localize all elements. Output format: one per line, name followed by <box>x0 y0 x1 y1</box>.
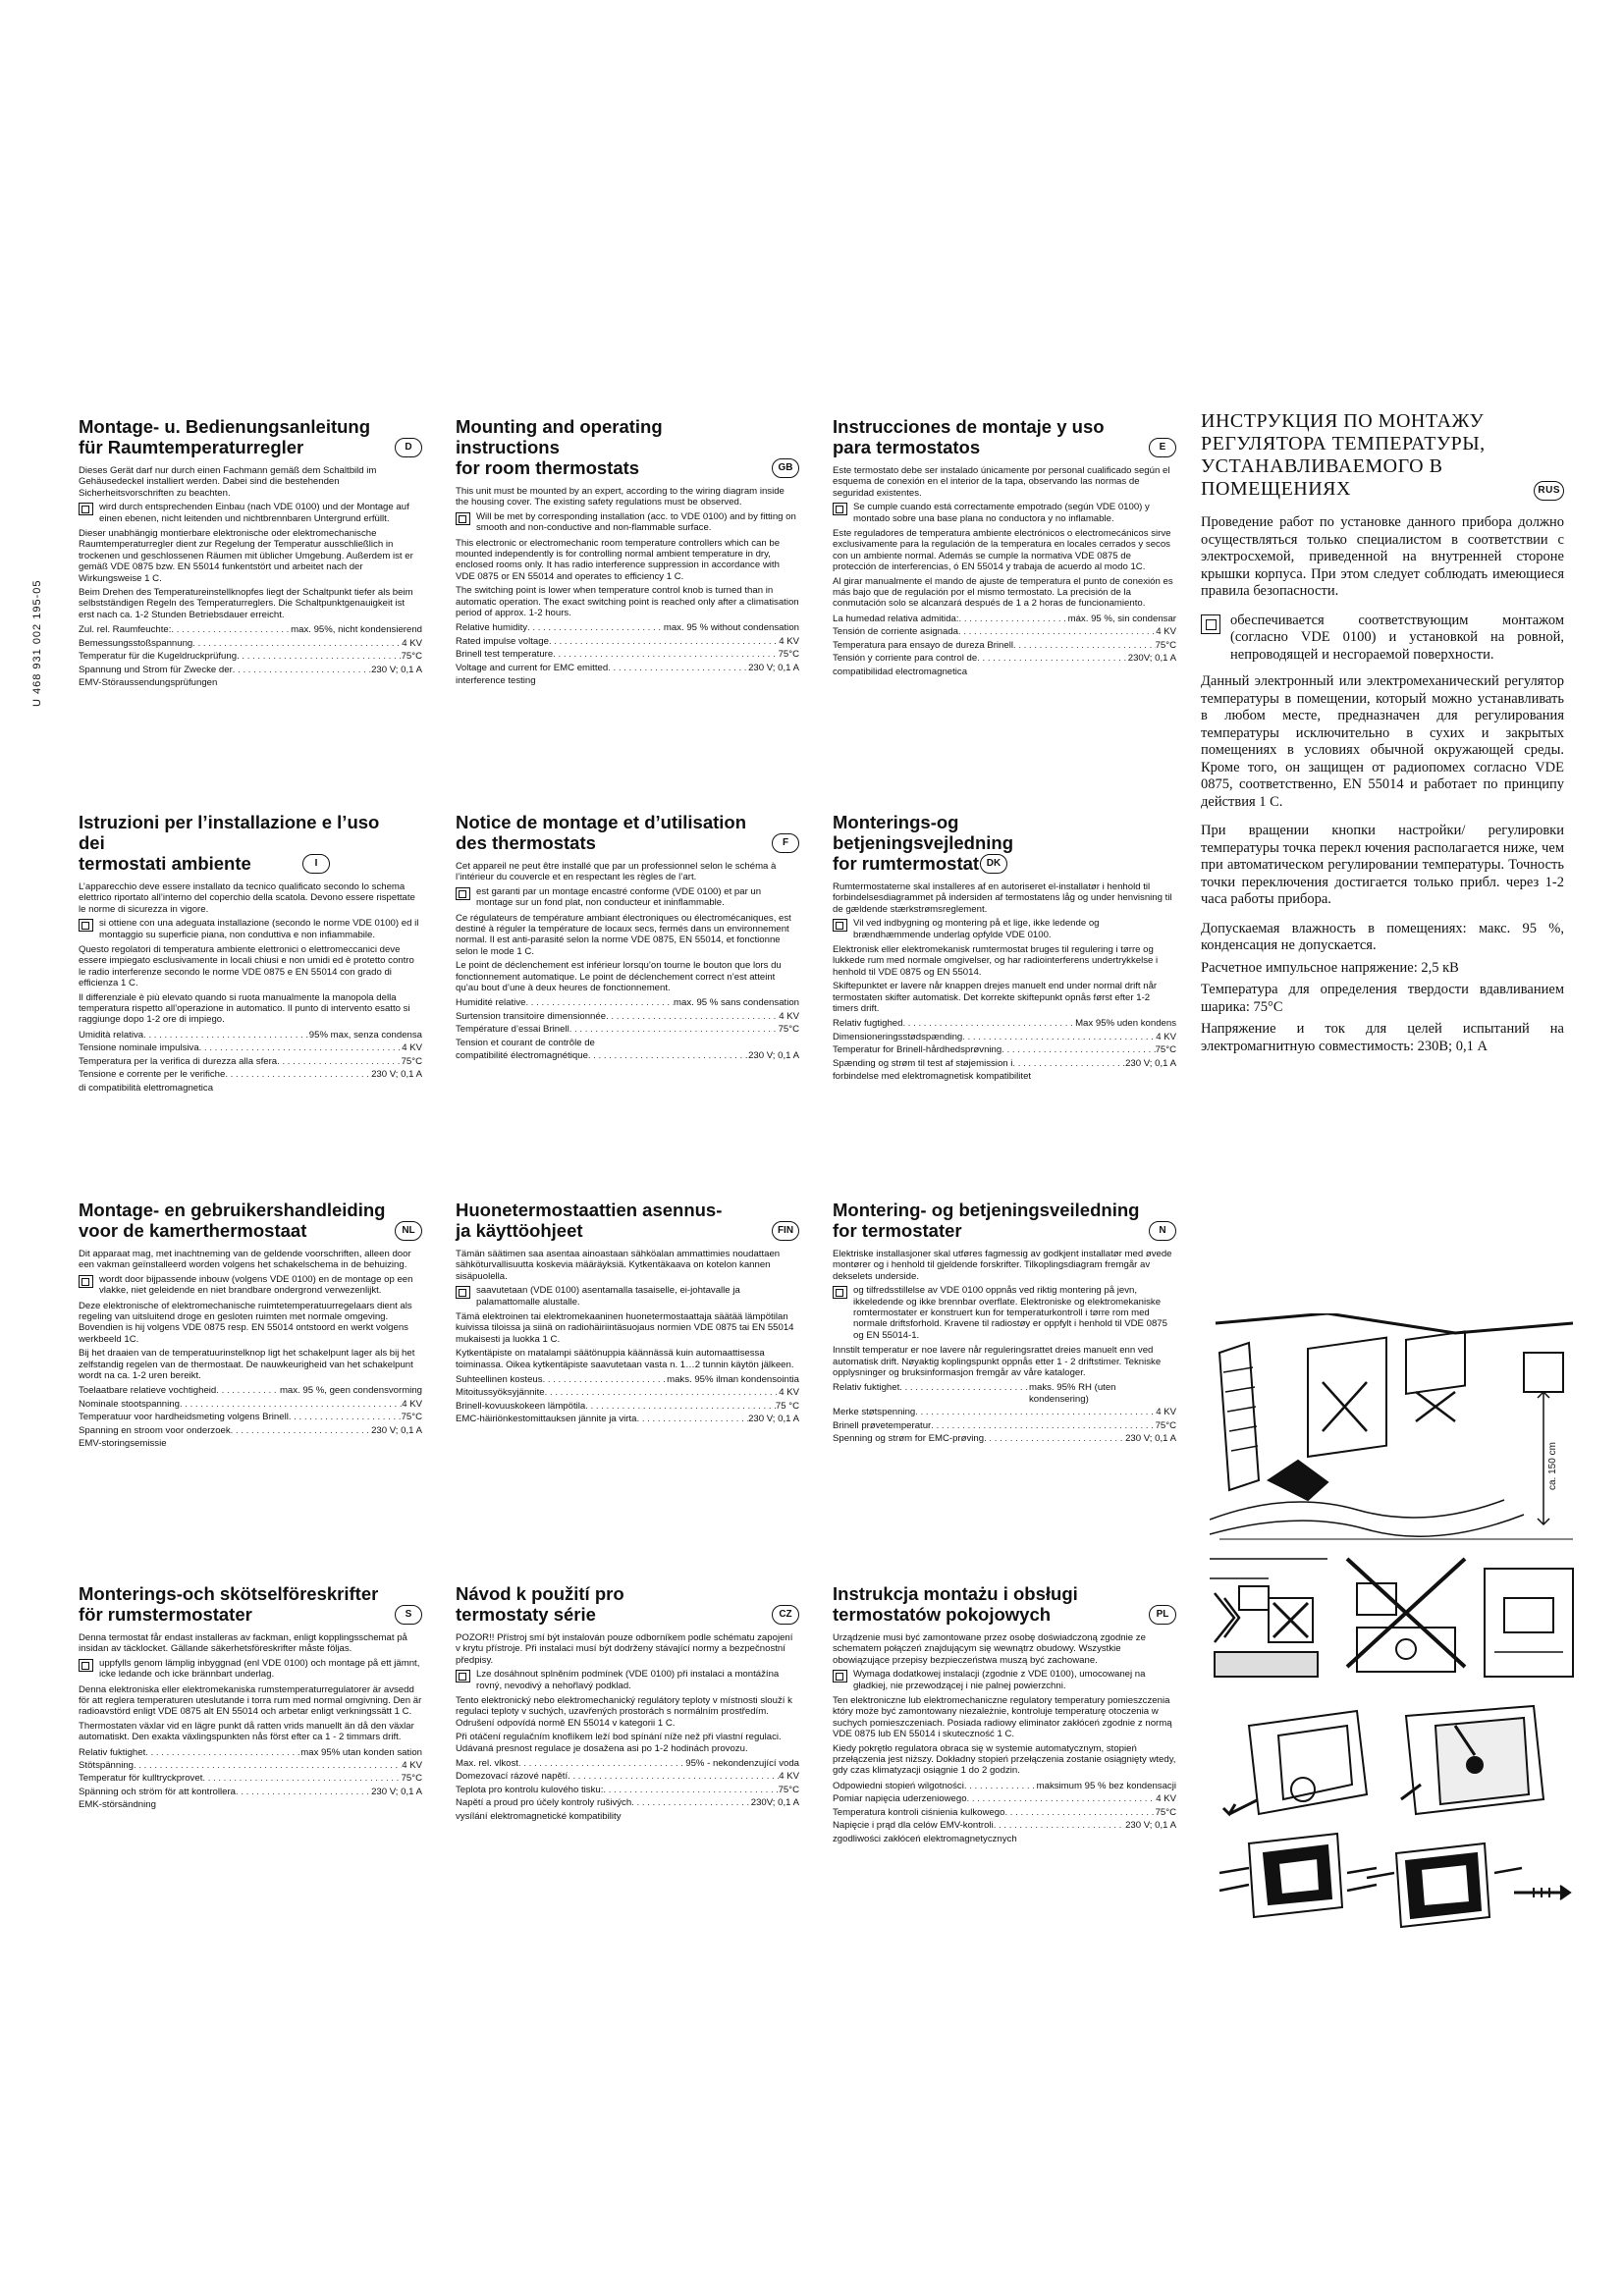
intro-text: Dieses Gerät darf nur durch einen Fachmann gemäß dem Schaltbild im Gehäusedeckel installiert werden. Dabei sind die bestehenden Sicherheitsvorschriften zu beachten. <box>79 465 377 499</box>
spec-row: Temperatuur voor hardheidsmeting volgens Brinell . . . 75°C <box>79 1412 422 1422</box>
safety-symbol-icon <box>456 887 470 900</box>
language-badge: E <box>1149 438 1176 457</box>
spec-row: Domezovací rázové napětí . . . 4 KV <box>456 1771 799 1782</box>
section-dk <box>833 812 1176 1085</box>
switching-point-text: The switching point is lower when temperature control knob is turned than in automatic operation. The exact switching point is reached only after a climatisation period of approx. 1-2 hours. <box>456 585 799 619</box>
section-title: Istruzioni per l’installazione e l’uso dei termostati ambiente I <box>79 812 380 874</box>
spec-row: Temperatur för kulltryckprovet . . . 75°C <box>79 1773 422 1784</box>
spec-row: Humidité relative . . . max. 95 % sans condensation <box>456 997 799 1008</box>
switching-point-text: Skiftepunktet er lavere når knappen drejes manuelt end under normal drift når termostaten skifter automatisk. Det korrekte skiftepunkt opnås først efter 1-2 timers drift. <box>833 981 1158 1015</box>
spec-row: Temperatur für die Kugeldruckprüfung . . . 75°C <box>79 651 422 662</box>
safety-note: wordt door bijpassende inbouw (volgens VDE 0100) en de montage op een vlakke, niet geleidende en niet brandbare ondergrond verwezenlijkt. <box>99 1273 413 1297</box>
description-text: Ten elektroniczne lub elektromechaniczne regulatory temperatury pomieszczenia który może być zamontowany niezależnie, kontroluje temperaturę otoczenia w suchych pomieszczeniach. Posiada radiowy eliminator zakłóceń zgodnie z normą VDE 0875 lub EN 55014 i skuteczność 1 C. <box>833 1695 1172 1740</box>
switching-point-text: Le point de déclenchement est inférieur lorsqu’on tourne le bouton que lors du fonctionnement automatique. Le point de déclenchement correct n’est atteint qu’au bout d’une à deux heures de fonctionnement. <box>456 960 782 994</box>
intro-text: Denna termostat får endast installeras av fackman, enligt kopplingsschemat på insidan av täcklocket. Gällande säkerhetsföreskrifter måste följas. <box>79 1632 407 1655</box>
spec-row: Odpowiedni stopień wilgotności . . . maksimum 95 % bez kondensacji <box>833 1781 1176 1791</box>
description-text: Innstilt temperatur er noe lavere når reguleringsrattet dreies manuelt enn ved automatisk drift. Nøyaktig koplingspunkt oppnås etter 1 - 2 driftstimer. Tekniske opplysninger og bruksinformasjon fremgår av våre kataloger. <box>833 1345 1162 1379</box>
wrong-placement-illustration <box>1210 1559 1573 1677</box>
intro-text: Проведение работ по установке данного прибора должно осуществляться только специалистом в соответствии с электросхемой, приведенной на внутренней стороне крышки корпуса. При этом следует соблюдать имеющиеся правила безопасности. <box>1201 514 1564 599</box>
specs-list <box>456 622 799 686</box>
safety-symbol-icon <box>79 1659 93 1672</box>
spec-row: Spanning en stroom voor onderzoek . . . 230 V; 0,1 A <box>79 1425 422 1436</box>
section-title: Monterings-og betjeningsvejledning for rumtermostat DK <box>833 812 1013 874</box>
description-text: Elektronisk eller elektromekanisk rumtermostat bruges til regulering i tørre og lukkede rum med normale omgivelser, og har radiointerferens undertrykkelse i henhold til VDE 0875 og EN 55014. <box>833 944 1159 978</box>
specs-list <box>833 1382 1176 1444</box>
section-title: Monterings-och skötselföreskrifter för rumstermostater S <box>79 1583 422 1625</box>
language-badge: I <box>302 854 330 874</box>
section-de <box>79 416 422 690</box>
spec-row: Teplota pro kontrolu kulového tisku: . . . 75°C <box>456 1785 799 1795</box>
spec-row: Relative humidity . . . max. 95 % without condensation <box>456 622 799 633</box>
spec-row: Spänning och ström för att kontrollera . . . 230 V; 0,1 A <box>79 1787 422 1797</box>
switching-point-text: Al girar manualmente el mando de ajuste de temperatura el punto de conexión es más bajo que de regulación por el mismo termostato. La precisión de la conmutación solo se alcanzará después de 1 a 2 horas de funcionamiento. <box>833 575 1173 610</box>
language-badge: S <box>395 1605 422 1625</box>
switching-point-text: Kytkentäpiste on matalampi säätönuppia käännässä kuin automaattisessa toiminassa. Oikea kytkentäpiste saavutetaan vasta n. 1…2 tunnin käytön jälkeen. <box>456 1348 794 1370</box>
safety-symbol-icon <box>833 919 847 932</box>
spec-row: Temperatura per la verifica di durezza alla sfera . . . 75°C <box>79 1056 422 1067</box>
specs-list <box>79 624 422 688</box>
section-pl <box>833 1583 1176 1846</box>
spec-row: EMV-Störaussendungsprüfungen <box>79 676 218 688</box>
spec-row: Napětí a proud pro účely kontroly rušivých . . . 230V; 0,1 A <box>456 1797 799 1808</box>
specs-list <box>456 1374 799 1425</box>
intro-text: L’apparecchio deve essere installato da tecnico qualificato secondo lo schema elettrico riportato all’interno del coperchio della scatola. Devono essere rispettate le norme di sicurezza in vigore. <box>79 881 415 915</box>
spec-row: Temperatura para ensayo de dureza Brinell . . . 75°C <box>833 640 1176 651</box>
safety-note: Vil ved indbygning og montering på et lige, ikke ledende og brændhæmmende underlag opfylde VDE 0100. <box>853 918 1100 940</box>
switching-point-text: Při otáčení regulačním knoflíkem leží bod spínání níže než při vlastní regulaci. Udávaná presnost regulace je dosažena asi po 1-2 hodinách provozu. <box>456 1732 782 1754</box>
spec-row: Rated impulse voltage . . . 4 KV <box>456 636 799 647</box>
safety-symbol-icon <box>833 503 847 515</box>
spec-brinell-temperature: Температура для определения твердости вдавливанием шарика: 75°C <box>1201 982 1564 1015</box>
section-s <box>79 1583 422 1813</box>
description-text: Ce régulateurs de température ambiant électroniques ou électromécaniques, est destiné à réguler la température de locaux secs, fermés dans un environnement normal. Il est anti-parasité selon la norme VDE 0875, EN 55014, et fonctionne selon le mode 1 C. <box>456 912 791 957</box>
safety-symbol-icon <box>456 1670 470 1682</box>
switching-point-text: При вращении кнопки настройки/ регулировки температуры точка перекл ючения располагается ниже, чем при автоматическом регулировании температуры. Точность точки переключения достигается только прибл. через 1-2 часа работы прибора. <box>1201 823 1564 907</box>
specs-list <box>456 997 799 1061</box>
safety-symbol-icon <box>79 1275 93 1288</box>
language-badge: PL <box>1149 1605 1176 1625</box>
intro-text: Rumtermostaterne skal installeres af en autoriseret el-installatør i henhold til forbindelsesdiagrammet på indersiden af termostatens låg og under henvisning til de gældende stærkstrømsreglement. <box>833 881 1172 915</box>
specs-list <box>79 1030 422 1094</box>
safety-symbol-icon <box>833 1670 847 1682</box>
spec-row: Surtension transitoire dimensionnée . . . 4 KV <box>456 1011 799 1022</box>
section-title: Notice de montage et d’utilisation des thermostats F <box>456 812 799 853</box>
spec-row: Relativ fuktighet . . . maks. 95% RH (uten kondensering) <box>833 1382 1176 1405</box>
safety-symbol-icon <box>833 1286 847 1299</box>
safety-note: est garanti par un montage encastré conforme (VDE 0100) et par un montage sur un fond plat, non conducteur et ininflammable. <box>476 885 762 909</box>
safety-note: og tilfredsstillelse av VDE 0100 oppnås ved riktig montering på jevn, ikkeledende og ikke brennbar overflate. Elektroniske og elektromekaniske romtermostater er konstruert kun for temperaturkontroll i tørre rom med normale driftsforhold. Kravene til radiostøy er oppfylt i henhold til VDE 0875 og EN 55014-1. <box>853 1285 1167 1341</box>
section-title: Mounting and operating instructions for room thermostats GB <box>456 416 799 478</box>
spec-row: interference testing <box>456 675 536 687</box>
height-label: ca. 150 cm <box>1547 1442 1558 1490</box>
safety-symbol-icon <box>1201 614 1220 634</box>
safety-note: Wymaga dodatkowej instalacji (zgodnie z VDE 0100), umocowanej na gładkiej, nie przewodzącej i nie palnej powierzchni. <box>853 1669 1146 1691</box>
safety-symbol-icon <box>456 512 470 525</box>
safety-note: wird durch entsprechenden Einbau (nach VDE 0100) und der Montage auf einen ebenen, nicht leitenden und nichtbrennbaren Untergrund erfüllt. <box>99 502 409 524</box>
safety-note: saavutetaan (VDE 0100) asentamalla tasaiselle, ei-johtavalle ja palamattomalle alustalle. <box>476 1285 740 1308</box>
intro-text: Este termostato debe ser instalado únicamente por personal cualificado según el esquema de conexión en el interior de la tapa, observando las normas de seguridad existentes. <box>833 465 1170 499</box>
section-rus <box>1201 410 1564 1060</box>
description-text: This electronic or electromechanic room temperature controllers which can be mounted independently is for controlling normal ambient temperature in dry, enclosed rooms only. It has radio interference suppression in accordance with VDE 0875 or EN 55014 and operates to efficiency 1 C. <box>456 537 781 582</box>
spec-humidity: Допускаемая влажность в помещениях: макс. 95 %, конденсация не допускается. <box>1201 920 1564 953</box>
spec-row: Spenning og strøm for EMC-prøving . . . 230 V; 0,1 A <box>833 1433 1176 1444</box>
spec-row: forbindelse med elektromagnetisk kompatibilitet <box>833 1071 1032 1083</box>
spec-row: Temperatur for Brinell-hårdhedsprøvning . . . 75°C <box>833 1044 1176 1055</box>
switching-point-text: Kiedy pokrętło regulatora obraca się w systemie automatycznym, stopień przełączenia jest niższy. Dokładny stopień przełączenia zostanie osiągnięty wtedy, gdy czas klimatyzacji osiągnie 1 do 2 godzin. <box>833 1742 1176 1777</box>
switching-point-text: Thermostaten växlar vid en lägre punkt då ratten vrids manuellt än då den växlar automatiskt. Den exakta växlingspunkten nås först efter ca 1 - 2 timmars drift. <box>79 1720 414 1743</box>
specs-list <box>833 1781 1176 1844</box>
spec-row: La humedad relativa admitida: . . . máx. 95 %, sin condensar <box>833 614 1176 624</box>
spec-row: Suhteellinen kosteus . . . maks. 95% ilman kondensointia <box>456 1374 799 1385</box>
spec-row: Relativ fugtighed . . . Max 95% uden kondens <box>833 1018 1176 1029</box>
section-nl <box>79 1200 422 1452</box>
safety-symbol-icon <box>79 919 93 932</box>
spec-row: Relativ fuktighet . . . max 95% utan konden sation <box>79 1747 422 1758</box>
specs-list <box>456 1758 799 1822</box>
spec-row: Tensione e corrente per le verifiche . . . 230 V; 0,1 A <box>79 1069 422 1080</box>
spec-row: Tensión de corriente asignada . . . 4 KV <box>833 626 1176 637</box>
spec-row: Brinell test temperature . . . 75°C <box>456 649 799 660</box>
intro-text: Urządzenie musi być zamontowane przez osobę doświadczoną zgodnie ze schematem połączeń znajdującym się wewnątrz obudowy. Wszystkie obowiązujące przepisy bezpieczeństwa muszą być zachowane. <box>833 1632 1146 1666</box>
section-title: ИНСТРУКЦИЯ ПО МОНТАЖУ РЕГУЛЯТОРА ТЕМПЕРАТУРЫ, УСТАНАВЛИВАЕМОГО В ПОМЕЩЕНИЯХ RUS <box>1201 410 1564 501</box>
spec-row: Zul. rel. Raumfeuchte: . . . max. 95%, nicht kondensierend <box>79 624 422 635</box>
spec-row: Toelaatbare relatieve vochtigheid . . . max. 95 %, geen condensvorming <box>79 1385 422 1396</box>
section-title: Návod k použití pro termostaty série CZ <box>456 1583 799 1625</box>
room-placement-illustration <box>1210 1313 1573 1539</box>
spec-row: Max. rel. vlkost . . . 95% - nekondenzující voda <box>456 1758 799 1769</box>
spec-impulse-voltage: Расчетное импульсное напряжение: 2,5 кВ <box>1201 959 1459 976</box>
intro-text: Cet appareil ne peut être installé que par un professionnel selon le schéma à l’intérieur du couvercle et en respectant les règles de l’art. <box>456 861 777 883</box>
spec-row: Brinell-kovuuskokeen lämpötila . . . 75 °C <box>456 1401 799 1412</box>
section-fin <box>456 1200 799 1427</box>
wall-mounting-illustration <box>1219 1834 1570 1927</box>
spec-row: Bemessungsstoßspannung . . . 4 KV <box>79 638 422 649</box>
switching-point-text: Beim Drehen des Temperatureinstellknopfes liegt der Schaltpunkt tiefer als beim selbstständigen Regeln des Temperaturreglers. Die Schaltpunktgenauigkeit ist erst nach ca. 1-2 Stunden Betriebsdauer erreicht. <box>79 587 413 620</box>
specs-list <box>79 1385 422 1449</box>
spec-row: Umidità relativa . . . 95% max, senza condensa <box>79 1030 422 1041</box>
document-code: U 468 931 002 195-05 <box>31 579 43 707</box>
spec-row: EMC-häiriönkestomittauksen jännite ja virta . . . 230 V; 0,1 A <box>456 1414 799 1424</box>
language-badge: DK <box>980 854 1007 874</box>
switching-point-text: Bij het draaien van de temperatuurinstelknop ligt het schakelpunt lager als bij het zelfstandig regelen van de thermostaat. De nauwkeurigheid van het schakelpunt wordt na ca. 1-2 uren bereikt. <box>79 1348 415 1382</box>
safety-note: uppfylls genom lämplig inbyggnad (enl VDE 0100) och montage på ett jämnt, icke ledande och icke brännbart underlag. <box>99 1657 420 1681</box>
switching-point-text: Il differenziale è più elevato quando si ruota manualmente la manopola della temperatura rispetto all’operazione in automatico. Il punto di intervento esatto si raggiunge dopo 1-2 ore di impiego. <box>79 991 410 1026</box>
spec-row: di compatibilità elettromagnetica <box>79 1082 214 1094</box>
installation-illustrations <box>1210 1313 1583 1953</box>
intro-text: Tämän säätimen saa asentaa ainoastaan sähköalan ammattimies noudattaen sähköturvallisuutta koskevia määräyksiä. Kytkentäkaava on kotelon kannen sisäpuolella. <box>456 1249 781 1282</box>
safety-symbol-icon <box>456 1286 470 1299</box>
section-cz <box>456 1583 799 1824</box>
description-text: Deze elektronische of elektromechanische ruimtetemperatuurregelaars dient als regeling van uitsluitend droge en gesloten ruimten met normale omgeving. Bovendien is hij volgens VDE 0875 resp. EN 55014 ontstoord en werkt volgens werkbeeld 1C. <box>79 1300 412 1345</box>
spec-row: Pomiar napięcia uderzeniowego . . . 4 KV <box>833 1793 1176 1804</box>
spec-row: EMK-störsändning <box>79 1799 156 1811</box>
spec-row: compatibilité électromagnétique . . . 230 V; 0,1 A <box>456 1050 799 1061</box>
spec-row: Spannung und Strom für Zwecke der . . . 230 V; 0,1 A <box>79 665 422 675</box>
specs-list <box>79 1747 422 1811</box>
spec-row: Voltage and current for EMC emitted . . . 230 V; 0,1 A <box>456 663 799 673</box>
language-badge: F <box>772 833 799 853</box>
safety-note: si ottiene con una adeguata installazione (secondo le norme VDE 0100) ed il montaggio su superficie piana, non conduttiva e non infiammabile. <box>99 918 419 940</box>
spec-row: EMV-storingsemissie <box>79 1438 167 1450</box>
spec-row: Nominale stootspanning . . . 4 KV <box>79 1399 422 1410</box>
description-text: Dieser unabhängig montierbare elektronische oder elektromechanische Raumtemperaturregler dient zur Regelung der Temperatur ausschließlich in trockenen und geschlossenen Räumen mit üblicher Umgebung. Außerdem ist er gemäß VDE 0875 bzw. EN 55014 funkentstört und arbeitet nach der Wirkungsweise 1 C. <box>79 528 413 584</box>
spec-row: Mitoitussyöksyjännite . . . 4 KV <box>456 1387 799 1398</box>
description-text: Tämä elektroinen tai elektromekaaninen huonetermostaattaja säätää lämpötilan kuivissa tiloissa ja siinä on radiohäiriintäsuojaus normien VDE 0875 tai EN 55014 mukaisesti ja luokka 1 C. <box>456 1311 794 1345</box>
spec-row: Température d’essai Brinell . . . 75°C <box>456 1024 799 1035</box>
safety-note: Will be met by corresponding installation (acc. to VDE 0100) and by fitting on smooth and non-conductive and non-flammable surface. <box>476 510 796 534</box>
spec-row: Brinell prøvetemperatur . . . 75°C <box>833 1420 1176 1431</box>
intro-text: This unit must be mounted by an expert, according to the wiring diagram inside the housing cover. The existing safety regulations must be observed. <box>456 486 785 508</box>
spec-row: Stötspänning . . . 4 KV <box>79 1760 422 1771</box>
cover-removal-illustration <box>1223 1706 1543 1814</box>
language-badge: N <box>1149 1221 1176 1241</box>
intro-text: POZOR!! Přístroj smí být instalován pouze odborníkem podle schématu zapojení v krytu přístroje. Při instalaci musí být dodrženy stávající normy a bezpečnostní předpisy. <box>456 1632 793 1666</box>
description-text: Tento elektronický nebo elektromechanický regulátory teploty v místnosti slouží k regulaci teploty v suchých, uzavřených prostorách s normálním prostředím. Odrušení odpovídá normě EN 55014 v kategorii 1 C. <box>456 1695 792 1729</box>
section-title: Montage- en gebruikershandleiding voor de kamerthermostaat NL <box>79 1200 422 1241</box>
spec-emc: Напряжение и ток для целей испытаний на электромагнитную совместимость: 230В; 0,1 А <box>1201 1021 1564 1054</box>
spec-row: Dimensioneringsstødspænding . . . 4 KV <box>833 1032 1176 1042</box>
spec-row: Napięcie i prąd dla celów EMV-kontroli . . . 230 V; 0,1 A <box>833 1820 1176 1831</box>
section-gb <box>456 416 799 689</box>
section-title: Instrukcja montażu i obsługi termostatów pokojowych PL <box>833 1583 1176 1625</box>
language-badge: GB <box>772 458 799 478</box>
safety-note: Lze dosáhnout splněním podmínek (VDE 0100) při instalaci a montážína rovný, nevodivý a nehořlavý podklad. <box>476 1669 780 1691</box>
intro-text: Dit apparaat mag, met inachtneming van de geldende voorschriften, alleen door een vakman geïnstalleerd worden volgens het schakelschema in de behuizing. <box>79 1249 411 1271</box>
specs-list <box>833 614 1176 677</box>
section-title: Montage- u. Bedienungsanleitung für Raumtemperaturregler D <box>79 416 422 457</box>
description-text: Questo regolatori di temperatura ambiente elettronici o elettromeccanici deve essere impiegato esclusivamente in locali chiusi e non umidi ed è protetto contro le radio interferenze secondo le norme VDE 0875 e EN 55014 con grado di efficienza 1 C. <box>79 944 414 989</box>
spec-row: Tensión y corriente para control de . . . 230V; 0,1 A <box>833 653 1176 664</box>
language-badge: CZ <box>772 1605 799 1625</box>
intro-text: Elektriske installasjoner skal utføres fagmessig av godkjent installatør med øvede montører og i henhold til gjeldende forskrifter. Tilkoplingsdiagram fremgår av dekselets underside. <box>833 1249 1172 1282</box>
section-n <box>833 1200 1176 1447</box>
section-title: Montering- og betjeningsveiledning for termostater N <box>833 1200 1176 1241</box>
section-it <box>79 812 422 1095</box>
description-text: Este reguladores de temperatura ambiente electrónicos o electromecánicos sirve exclusivamente para la regulación de la temperatura en locales cerrados y secos con un ambiente normal. Además se cumple la normativa VDE 0875 de protección de interferencias, ó EN 55014 y trabaja de acuerdo al modo 1C. <box>833 528 1171 573</box>
section-fr <box>456 812 799 1064</box>
spec-row: Temperatura kontroli ciśnienia kulkowego . . . 75°C <box>833 1807 1176 1818</box>
spec-row: zgodliwości zakłóceń elektromagnetycznych <box>833 1833 1017 1844</box>
section-title: Huonetermostaattien asennus- ja käyttöohjeet FIN <box>456 1200 799 1241</box>
language-badge: FIN <box>772 1221 799 1241</box>
section-title: Instrucciones de montaje y uso para termostatos E <box>833 416 1176 457</box>
safety-note: Se cumple cuando está correctamente empotrado (según VDE 0100) y montado sobre una base plana no conductora y no inflamable. <box>853 502 1150 524</box>
safety-symbol-icon <box>79 503 93 515</box>
spec-row: Tension et courant de contrôle de <box>456 1037 595 1048</box>
spec-row: vysílání elektromagnetické kompatibility <box>456 1810 622 1822</box>
specs-list <box>833 1018 1176 1082</box>
spec-row: Tensione nominale impulsiva . . . 4 KV <box>79 1042 422 1053</box>
language-badge: NL <box>395 1221 422 1241</box>
spec-row: Spænding og strøm til test af støjemission i . . . 230 V; 0,1 A <box>833 1058 1176 1069</box>
description-text: Denna elektroniska eller elektromekaniska rumstemperaturregulatorer är avsedd för att reglera temperaturen uteslutande i torra rum med normal omgivning. Den är radioavstörd enligt VDE 0875 alt EN 55014 och arbetar enligt verkningssätt 1 C. <box>79 1683 422 1718</box>
spec-row: compatibilidad electromagnetica <box>833 666 968 677</box>
spec-row: Merke støtspenning . . . 4 KV <box>833 1407 1176 1417</box>
safety-note: обеспечивается соответствующим монтажом (согласно VDE 0100) и установкой на ровной, непроводящей и несгораемой поверхности. <box>1230 612 1564 663</box>
section-es <box>833 416 1176 679</box>
language-badge: RUS <box>1534 481 1564 501</box>
language-badge: D <box>395 438 422 457</box>
description-text: Данный электронный или электромеханический регулятор температуры в помещении, который можно устанавливать в любом месте, предназначен для регулирования температуры исключительно в сухих и закрытых помещениях в условиях обычной окружающей среды. Кроме того, он защищен от радиопомех согласно VDE 0875, соответственно, EN 55014 и работает по принципу действия 1 C. <box>1201 673 1564 810</box>
